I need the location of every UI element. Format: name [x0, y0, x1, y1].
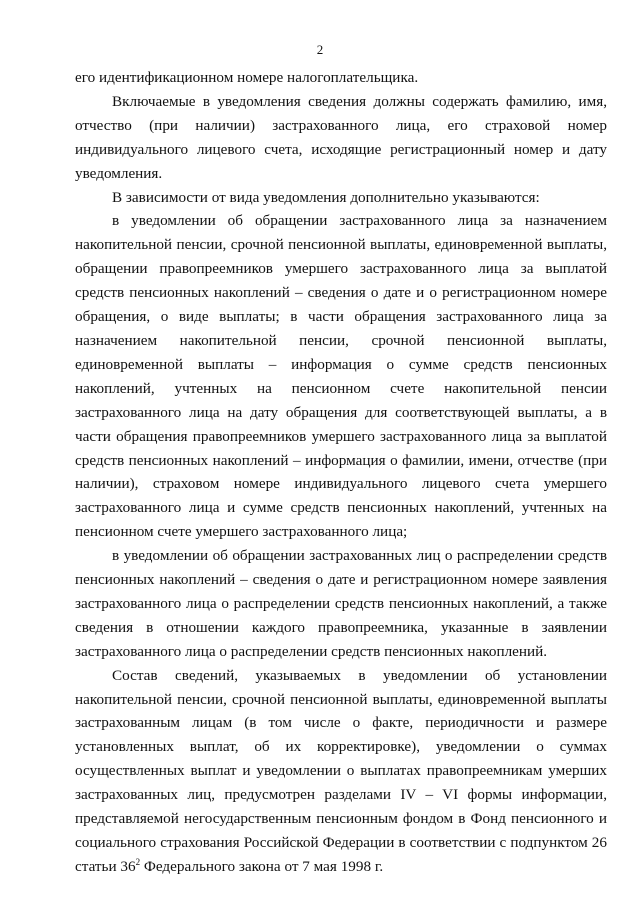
document-body [75, 66, 607, 879]
paragraph-composition [75, 664, 607, 879]
paragraph-notification-contents: Включаемые в уведомления сведения должны содержать фамилию, имя, отчество (при наличии) застрахованного лица, его страховой номер индивидуального лицевого счета, исходящие регистрационный номер и дату уведомления. [75, 92, 607, 182]
paragraph-continuation: его идентификационном номере налогоплательщика. [75, 69, 419, 86]
page-number: 2 [316, 42, 324, 57]
composition-text: Состав сведений, указываемых в уведомлении об установлении накопительной пенсии, срочной пенсионной выплаты, единовременной выплаты застрахованным лицам (в том числе о факте, периодичности и размере установленных выплат, об их корректировке), уведомлении о суммах осуществленных выплат и уведомлении о выплатах правопреемникам умерших застрахованных лиц, предусмотрен разделами IV – VI формы информации, представляемой негосударственным пенсионным фондом в Фонд пенсионного и социального страхования Российской Федерации в соответствии с подпунктом 26 статьи 36 [75, 666, 607, 875]
paragraph-additional-info: В зависимости от вида уведомления дополнительно указываются: [112, 188, 540, 206]
paragraph-distribution-notice: в уведомлении об обращении застрахованных лиц о распределении средств пенсионных накоплений – сведения о дате и регистрационном номере заявления застрахованного лица о распределении средств пенсионных накоплений, а также сведения в отношении каждого правопреемника, указанные в заявлении застрахованного лица о распределении средств пенсионных накоплений. [75, 547, 607, 660]
paragraph-application-notice: в уведомлении об обращении застрахованного лица за назначением накопительной пенсии, срочной пенсионной выплаты, единовременной выплаты, обращении правопреемников умершего застрахованного лица за выплатой средств пенсионных накоплений – сведения о дате и о регистрационном номере обращения, о виде выплаты; в части обращения застрахованного лица за назначением накопительной пенсии, срочной пенсионной выплаты, единовременной выплаты – информация о сумме средств пенсионных накоплений, учтенных на пенсионном счете накопительной пенсии застрахованного лица на дату обращения для соответствующей выплаты, а в части обращения правопреемников умершего застрахованного лица за выплатой средств пенсионных накоплений – информация о фамилии, имени, отчестве (при наличии), страховом номере индивидуального лицевого счета умершего застрахованного лица и сумме средств пенсионных накоплений, учтенных на пенсионном счете умершего застрахованного лица; [75, 212, 607, 541]
article-superscript: 2 [135, 856, 141, 867]
composition-text-end: Федерального закона от 7 мая 1998 г. [140, 857, 384, 875]
